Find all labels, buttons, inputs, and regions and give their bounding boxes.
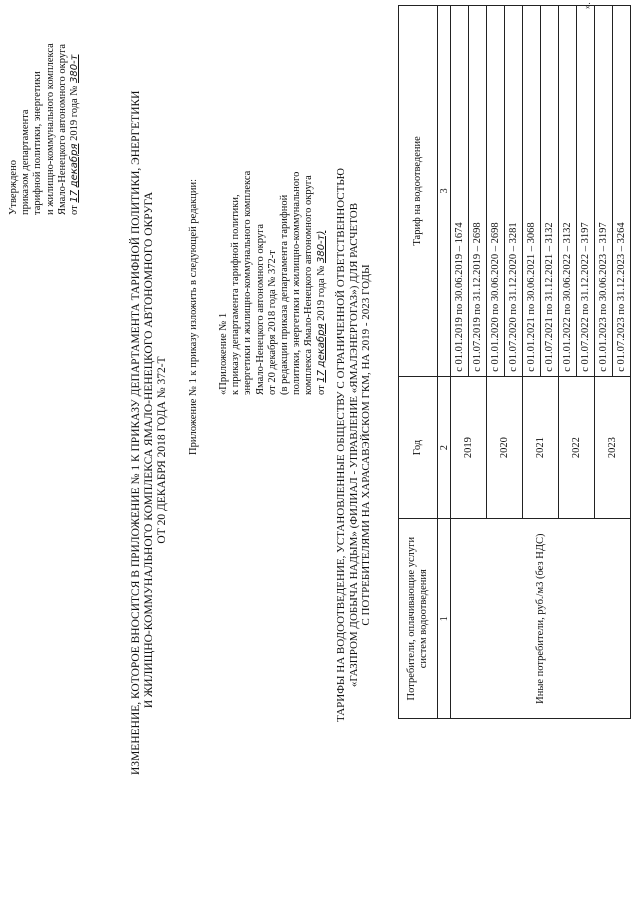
table-number-row xyxy=(438,6,451,719)
approval-line: Утверждено xyxy=(8,160,19,215)
approval-date-prefix: от xyxy=(69,205,81,215)
closing-quote-mark: ». xyxy=(582,2,592,9)
year-cell: 2022 xyxy=(559,376,595,519)
appendix-date-line xyxy=(316,171,328,395)
approval-line: приказом департамента xyxy=(20,109,32,215)
title-line: ТАРИФЫ НА ВОДООТВЕДЕНИЕ, УСТАНОВЛЕННЫЕ ОБЩЕСТВУ С ОГРАНИЧЕННОЙ ОТВЕТСТВЕННОСТЬЮ xyxy=(335,168,347,722)
col-number: 1 xyxy=(438,519,451,719)
tariff-table xyxy=(398,5,626,719)
tariff-cell: с 01.07.2021 по 31.12.2021 – 3132 xyxy=(541,6,559,377)
approval-stamp xyxy=(8,43,81,215)
appendix-line: энергетики и жилищно-коммунального комплекса xyxy=(242,170,254,395)
appendix-line: от 20 декабря 2018 года № 372-т xyxy=(266,250,278,395)
approval-year: 2019 года № xyxy=(69,85,81,141)
appendix-line: комплекса Ямало-Ненецкого автономного округа xyxy=(303,175,315,395)
heading-line: ИЗМЕНЕНИЕ, КОТОРОЕ ВНОСИТСЯ В ПРИЛОЖЕНИЕ № 1 К ПРИКАЗУ ДЕПАРТАМЕНТА ТАРИФНОЙ ПОЛИТИКИ, ЭНЕРГЕТИКИ xyxy=(130,90,142,775)
heading-line: ОТ 20 ДЕКАБРЯ 2018 ГОДА № 372-Т xyxy=(156,356,168,544)
appendix-line: политики, энергетики и жилищно-коммунального xyxy=(291,171,303,395)
approval-month: декабря xyxy=(69,143,81,188)
title-line: С ПОТРЕБИТЕЛЯМИ НА ХАРАСАВЭЙСКОМ ГКМ, НА 2019 - 2023 ГОДЫ xyxy=(360,264,372,626)
tariff-cell: с 01.07.2022 по 31.12.2022 – 3197 xyxy=(577,6,595,377)
year-cell: 2023 xyxy=(595,376,631,519)
tariff-cell: с 01.01.2019 по 30.06.2019 – 1674 xyxy=(451,6,469,377)
appendix-line: (в редакции приказа департамента тарифной xyxy=(279,194,291,395)
appendix-day: 17 xyxy=(315,369,327,383)
year-cell: 2021 xyxy=(523,376,559,519)
title-line: «ГАЗПРОМ ДОБЫЧА НАДЫМ» (ФИЛИАЛ - УПРАВЛЕНИЕ «ЯМАЛЭНЕРГОГАЗ») ДЛЯ РАСЧЕТОВ xyxy=(347,202,360,688)
tariff-cell: с 01.01.2021 по 30.06.2021 – 3068 xyxy=(523,6,541,377)
approval-line: и жилищно-коммунального комплекса xyxy=(44,43,56,215)
table-header-row xyxy=(399,6,438,719)
year-cell: 2020 xyxy=(487,376,523,519)
approval-line: Ямало-Ненецкого автономного округа xyxy=(56,43,68,215)
consumer-cell: Иные потребители, руб./м3 (без НДС) xyxy=(451,519,631,719)
approval-date-line xyxy=(69,43,81,215)
year-cell: 2019 xyxy=(451,376,487,519)
appendix-line: Ямало-Ненецкого автономного округа xyxy=(254,223,266,395)
appendix-line: «Приложение № 1 xyxy=(218,312,229,395)
approval-number: 380-т xyxy=(69,54,81,84)
tariff-title xyxy=(335,105,373,785)
header-consumers: Потребители, оплачивающие услуги систем водоотведения xyxy=(399,519,438,719)
tariff-cell: с 01.01.2020 по 30.06.2020 – 2698 xyxy=(487,6,505,377)
tariff-cell: с 01.01.2023 по 30.06.2023 – 3197 xyxy=(595,6,613,377)
appendix-block xyxy=(218,171,328,395)
col-number: 2 xyxy=(438,376,451,519)
appendix-number: 380-т) xyxy=(315,230,327,264)
tariff-cell: с 01.01.2022 по 30.06.2022 – 3132 xyxy=(559,6,577,377)
table-row xyxy=(451,6,469,719)
tariff-cell: с 01.07.2023 по 31.12.2023 – 3264 xyxy=(613,6,631,377)
appendix-date-prefix: от xyxy=(315,385,327,395)
appendix-line: к приказу департамента тарифной политики, xyxy=(230,194,242,395)
header-tariff: Тариф на водоотведение xyxy=(399,6,438,377)
tariff-cell: с 01.07.2019 по 31.12.2019 – 2698 xyxy=(469,6,487,377)
approval-day: 17 xyxy=(69,189,81,203)
heading-line: И ЖИЛИЩНО-КОММУНАЛЬНОГО КОМПЛЕКСА ЯМАЛО-НЕНЕЦКОГО АВТОНОМНОГО ОКРУГА xyxy=(143,191,155,709)
tariff-cell: с 01.07.2020 по 31.12.2020 – 3281 xyxy=(505,6,523,377)
appendix-month: декабря xyxy=(315,323,327,368)
approval-line: тарифной политики, энергетики xyxy=(32,71,44,215)
col-number: 3 xyxy=(438,6,451,377)
appendix-year: 2019 года № xyxy=(315,265,327,321)
header-year: Год xyxy=(399,376,438,519)
document-heading xyxy=(130,90,169,775)
intro-text: Приложение № 1 к приказу изложить в следующей редакции: xyxy=(188,178,199,455)
